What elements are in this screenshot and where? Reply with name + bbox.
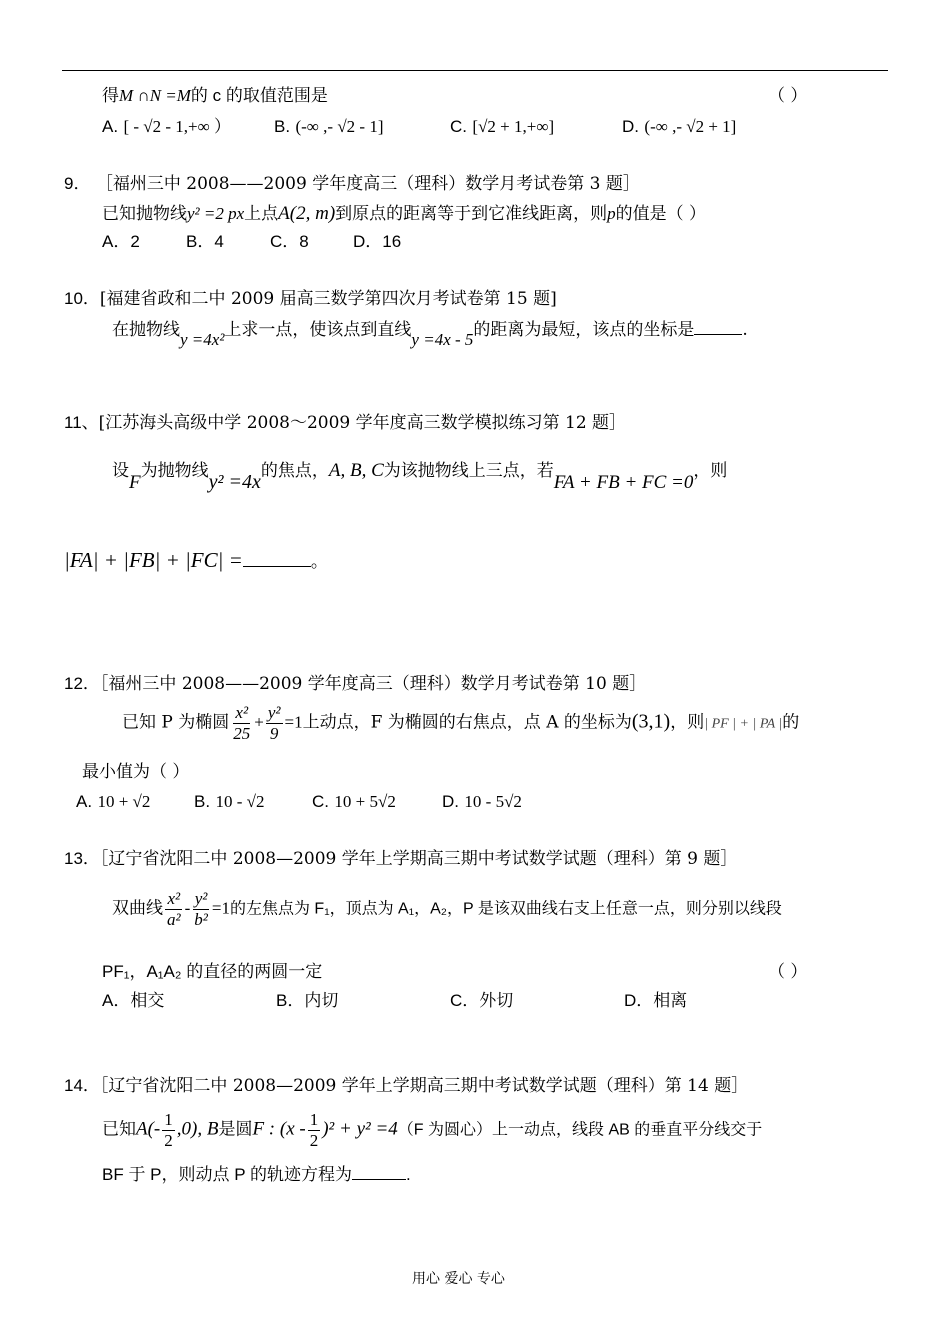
q8-stem: 得M ∩N =M的 c 的取值范围是 [102, 86, 328, 106]
q12-stem: 已知 P 为椭圆 $\frac{\text{x²}}{25}$ + $\frac{\text{y²}}{9}$ =1上动点，F 为椭圆的右焦点，点 A 的坐标为(3,1)，则| PF | + | PA |的 [122, 703, 800, 743]
q13-option-d: D．相离 [624, 991, 688, 1011]
q9-header: 9． ［福州三中 2008——2009 学年度高三（理科）数学月考试卷第 3 题］ [64, 174, 640, 194]
q9-stem: 已知抛物线y² =2 px上点A(2, m)到原点的距离等于到它准线距离，则p的值是（ ） [102, 203, 707, 224]
q10-answer-blank[interactable] [694, 320, 742, 335]
q9-option-c: C．8 [270, 232, 309, 251]
q8-option-d: D. (-∞ ,- √2 + 1] [622, 117, 737, 136]
q12-option-a: A. 10 + √2 [76, 792, 151, 811]
q9-option-a: A．2 [102, 232, 140, 251]
q14-stem-line2: BF 于 P，则动点 P 的轨迹方程为 . [102, 1165, 411, 1184]
q9-option-d: D．16 [353, 232, 402, 251]
q12-option-d: D. 10 - 5√2 [442, 792, 522, 811]
q10-stem: 在抛物线y =4x²上求一点，使该点到直线y =4x - 5的距离为最短，该点的坐标是 . [112, 320, 748, 349]
q12-stem-line2: 最小值为（ ） [82, 762, 190, 782]
q11-answer-blank[interactable] [243, 552, 311, 567]
q13-answer-paren: （ ） [768, 962, 808, 982]
q14-stem: 已知A(- $\frac{1}{2}$ ,0), B是圆F : (x - $\frac{1}{2}$ )² + y² =4（F 为圆心）上一动点，线段 AB 的垂直平分线交于 [102, 1110, 763, 1150]
q13-stem-line2: PF₁，A₁A₂ 的直径的两圆一定 [102, 962, 323, 981]
q13-option-c: C．外切 [450, 991, 514, 1011]
q8-option-c: C. [√2 + 1,+∞] [450, 117, 555, 136]
q13-option-b: B．内切 [276, 991, 339, 1011]
q12-header: 12．［福州三中 2008——2009 学年度高三（理科）数学月考试卷第 10 题］ [64, 674, 647, 694]
page-footer: 用心 爱心 专心 [412, 1271, 505, 1287]
q8-option-b: B. (-∞ ,- √2 - 1] [274, 117, 384, 136]
q8-option-a: A. [ - √2 - 1,+∞ ） [102, 117, 231, 136]
q8-answer-paren: （ ） [768, 86, 808, 106]
header-rule [62, 70, 888, 71]
q13-stem: 双曲线 $\frac{\text{x²}}{\text{a²}}$ - $\frac{\text{y²}}{\text{b²}}$ =1的左焦点为 F₁，顶点为 A₁，A₂，P 是该双曲线右支上任意一点，则分别以线段 [112, 889, 782, 929]
q11-header: 11、[江苏海头高级中学 2008～2009 学年度高三数学模拟练习第 12 题］ [64, 413, 627, 433]
q12-option-b: B. 10 - √2 [194, 792, 265, 811]
q14-header: 14．［辽宁省沈阳二中 2008—2009 学年上学期高三期中考试数学试题（理科）第 14 题］ [64, 1076, 749, 1096]
q11-expr: |FA| + |FB| + |FC| = 。 [64, 548, 328, 572]
q11-stem: 设F为抛物线y² =4x的焦点，A, B, C为该抛物线上三点，若FA + FB + FC =0，则 [112, 460, 728, 493]
q10-header: 10．[福建省政和二中 2009 届高三数学第四次月考试卷第 15 题] [64, 289, 557, 309]
q13-header: 13．［辽宁省沈阳二中 2008—2009 学年上学期高三期中考试数学试题（理科）第 9 题］ [64, 849, 738, 869]
q9-option-b: B．4 [186, 232, 224, 251]
q12-option-c: C. 10 + 5√2 [312, 792, 396, 811]
q13-option-a: A．相交 [102, 991, 165, 1011]
q14-answer-blank[interactable] [352, 1165, 406, 1180]
